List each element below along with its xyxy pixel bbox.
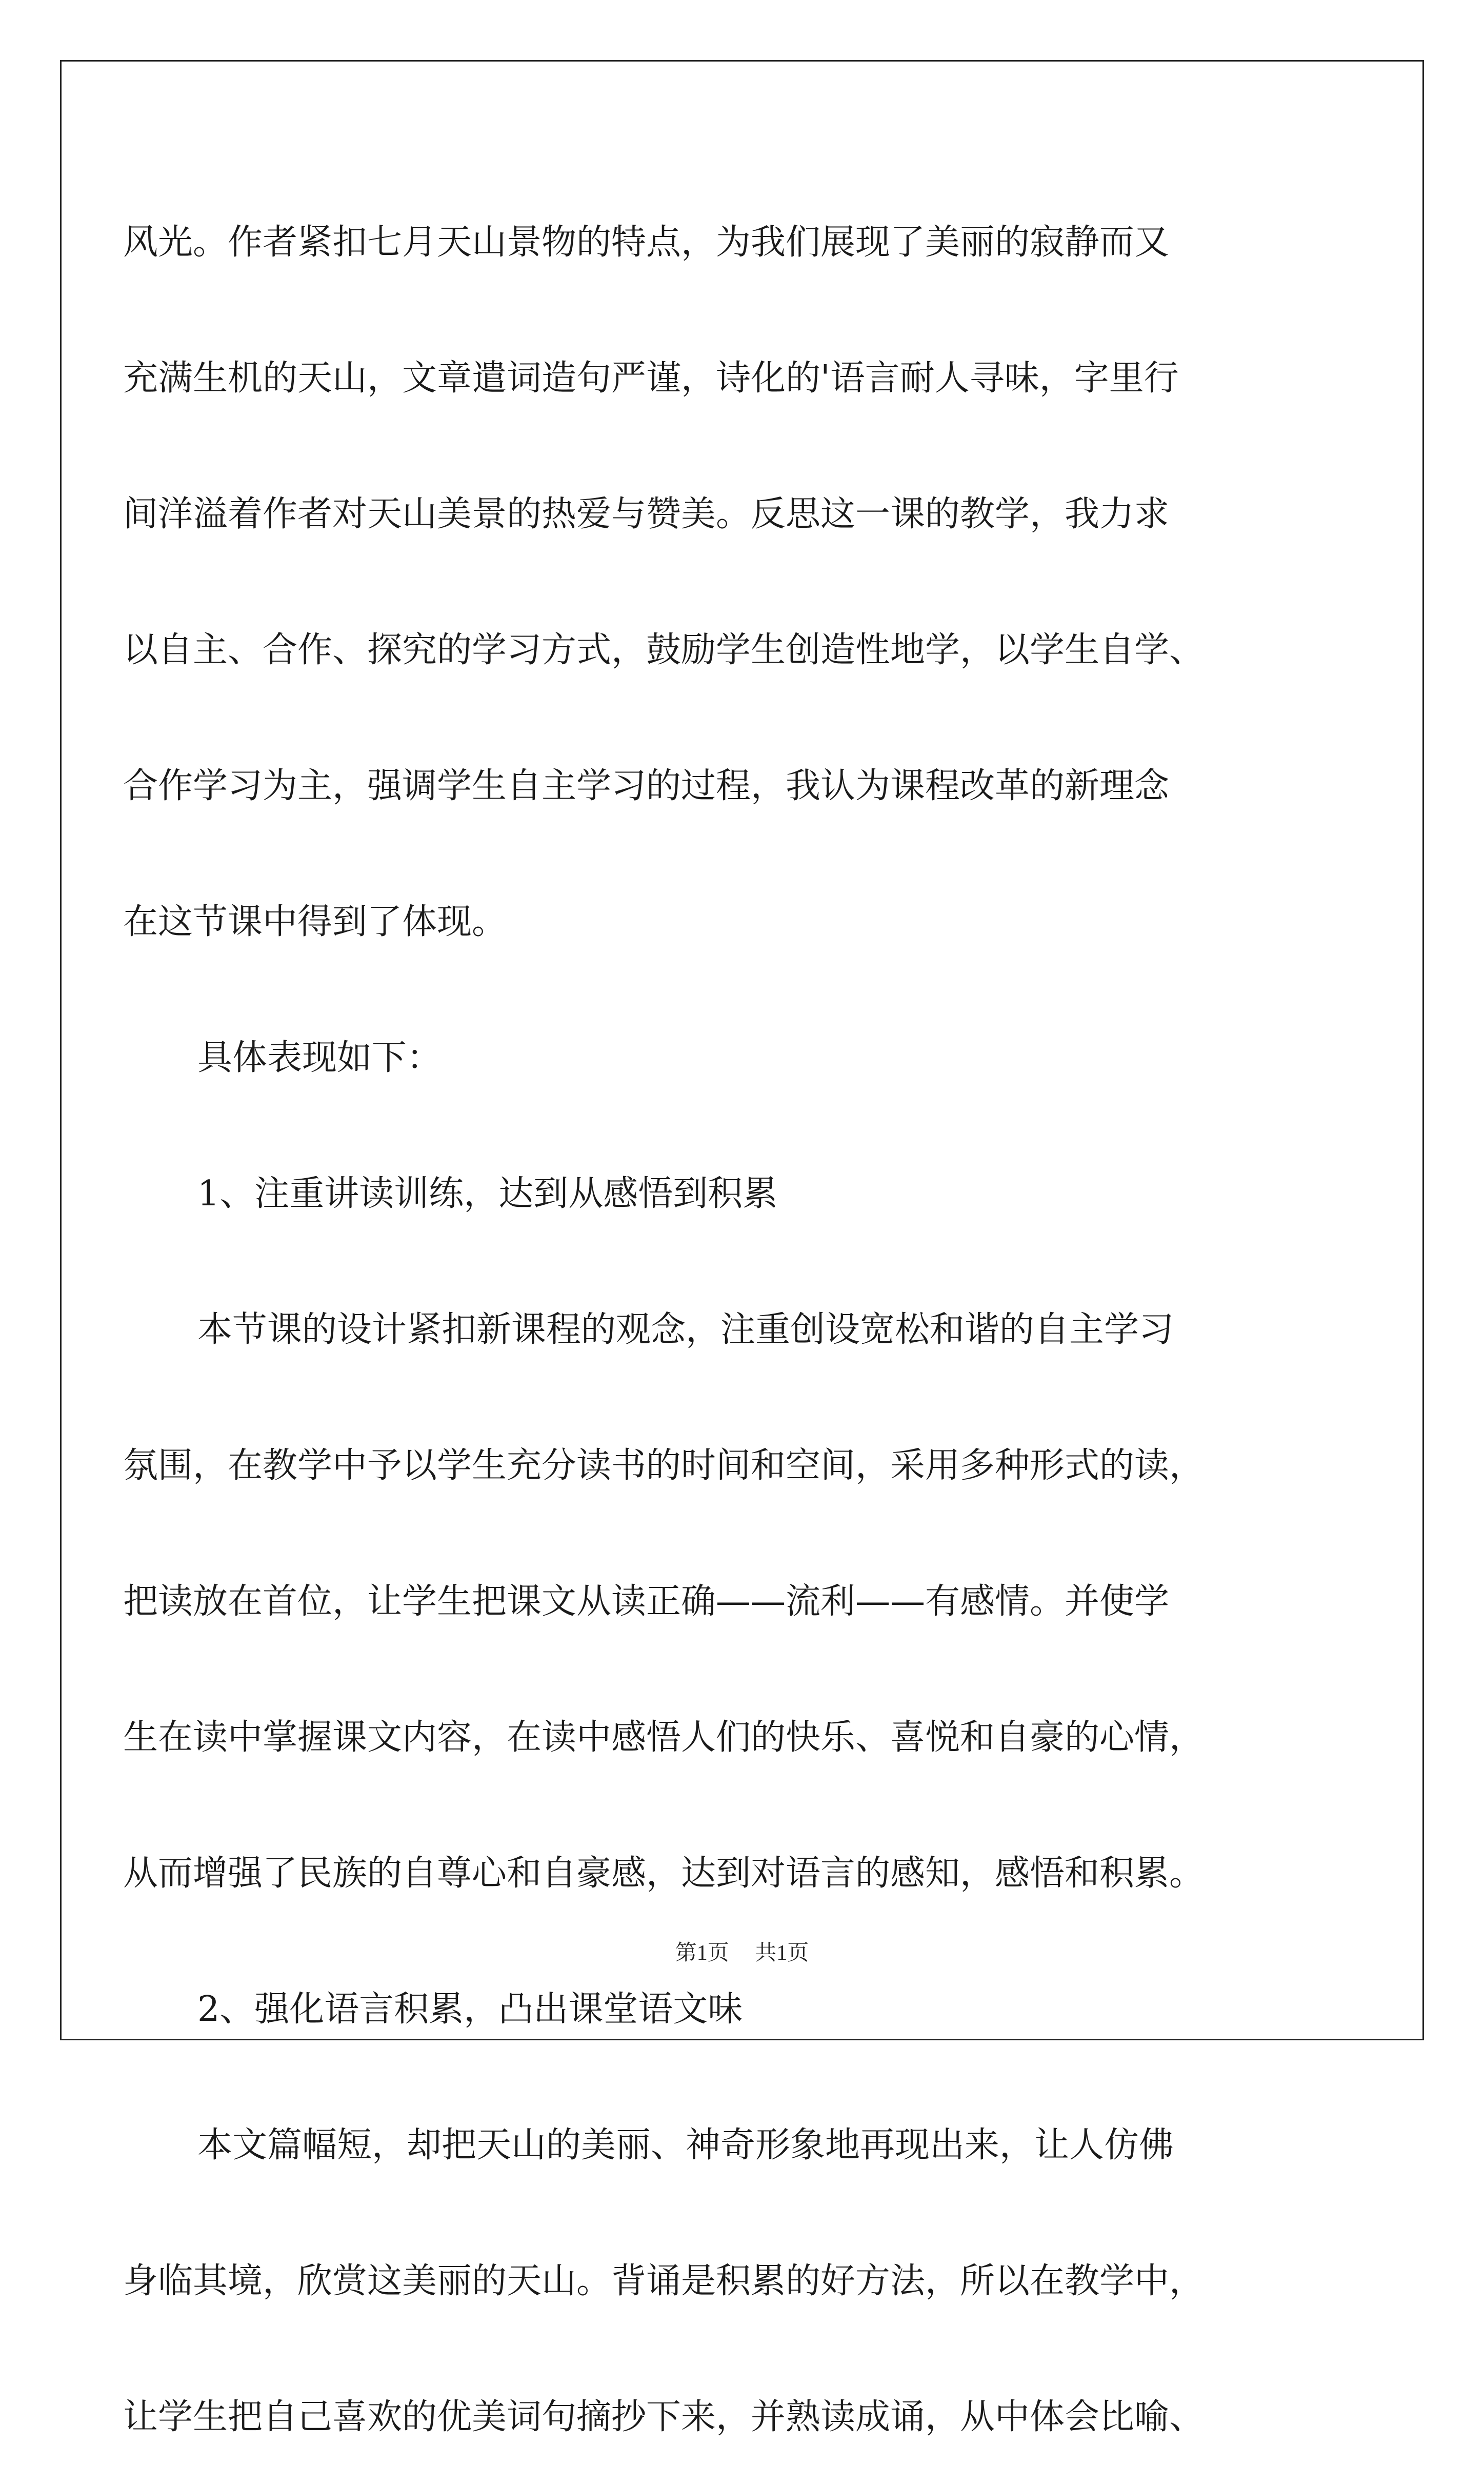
text-line: 让学生把自己喜欢的优美词句摘抄下来，并熟读成诵，从中体会比喻、: [123, 2397, 1205, 2437]
text-line: 充满生机的天山，文章遣词造句严谨，诗化的'语言耐人寻味，字里行: [123, 358, 1179, 399]
text-line: 以自主、合作、探究的学习方式，鼓励学生创造性地学，以学生自学、: [123, 630, 1205, 670]
page-footer: [0, 1938, 1484, 1969]
text-line: 本节课的设计紧扣新课程的观念，注重创设宽松和谐的自主学习: [197, 1309, 1174, 1350]
page-total: 共1页: [755, 1941, 809, 1965]
text-line: 2、强化语言积累，凸出课堂语文味: [197, 1989, 743, 2030]
text-line: 本文篇幅短，却把天山的美丽、神奇形象地再现出来，让人仿佛: [197, 2125, 1174, 2165]
page-number: 第1页: [675, 1941, 729, 1965]
text-line: 具体表现如下：: [197, 1038, 442, 1078]
text-line: 把读放在首位，让学生把课文从读正确——流利——有感情。并使学: [123, 1581, 1170, 1622]
text-line: 1、注重讲读训练，达到从感悟到积累: [197, 1174, 778, 1214]
text-line: 风光。作者紧扣七月天山景物的特点，为我们展现了美丽的寂静而又: [123, 222, 1170, 263]
text-line: 氛围，在教学中予以学生充分读书的时间和空间，采用多种形式的读，: [123, 1445, 1205, 1486]
text-line: 合作学习为主，强调学生自主学习的过程，我认为课程改革的新理念: [123, 766, 1170, 806]
document-body: [123, 174, 1333, 2485]
text-line: 生在读中掌握课文内容，在读中感悟人们的快乐、喜悦和自豪的心情，: [123, 1717, 1205, 1758]
text-line: 从而增强了民族的自尊心和自豪感，达到对语言的感知，感悟和积累。: [123, 1853, 1205, 1894]
text-line: 身临其境，欣赏这美丽的天山。背诵是积累的好方法，所以在教学中，: [123, 2261, 1205, 2301]
text-line: 间洋溢着作者对天山美景的热爱与赞美。反思这一课的教学，我力求: [123, 494, 1170, 534]
text-line: 在这节课中得到了体现。: [123, 902, 507, 942]
